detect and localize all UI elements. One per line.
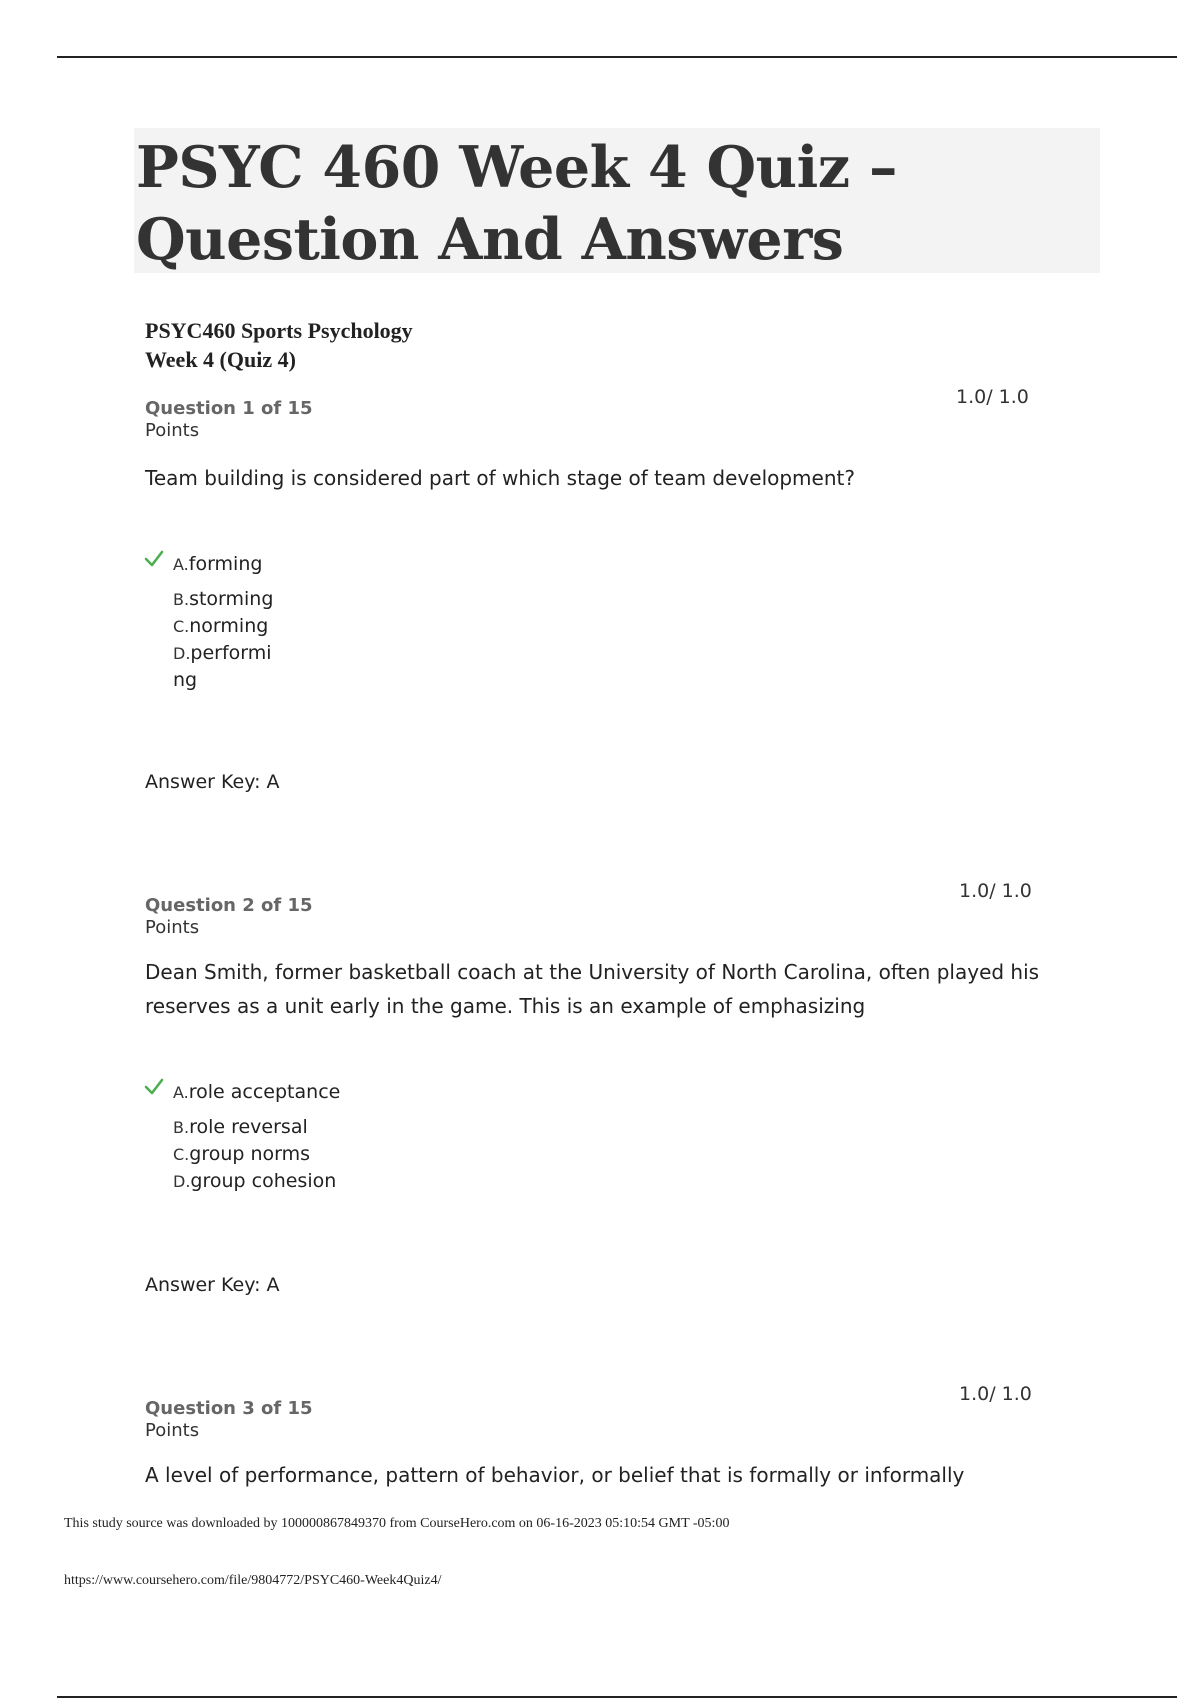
option-d: D.performi ng — [173, 642, 272, 691]
question-1-options — [173, 551, 273, 693]
bottom-rule — [57, 1696, 1177, 1698]
question-1-answer-key: Answer Key: A — [145, 771, 280, 793]
question-3-header — [145, 1398, 313, 1442]
question-2-text: Dean Smith, former basketball coach at the University of North Carolina, often played his reserves as a unit early in the game. This is an example of emphasizing — [145, 960, 1040, 1018]
question-1-score: 1.0/ 1.0 — [956, 386, 1029, 408]
question-number: Question 2 of 15 — [145, 895, 313, 916]
question-number: Question 1 of 15 — [145, 398, 313, 419]
option-b: B.role reversal — [173, 1116, 308, 1138]
question-2-options — [173, 1079, 340, 1195]
question-1-header — [145, 398, 313, 442]
points-label: Points — [145, 420, 200, 441]
question-3-score: 1.0/ 1.0 — [959, 1383, 1032, 1405]
question-2-answer-key: Answer Key: A — [145, 1274, 280, 1296]
check-icon — [143, 1076, 165, 1098]
course-name: PSYC460 Sports Psychology — [145, 318, 413, 343]
question-1-text: Team building is considered part of which stage of team development? — [145, 466, 855, 490]
page-title: PSYC 460 Week 4 Quiz – Question And Answers — [136, 134, 897, 273]
question-2-header — [145, 895, 313, 939]
option-a: A.forming — [173, 553, 263, 575]
check-icon — [143, 548, 165, 570]
points-label: Points — [145, 917, 200, 938]
question-number: Question 3 of 15 — [145, 1398, 313, 1419]
option-c: C.norming — [173, 615, 269, 637]
course-heading — [145, 316, 413, 374]
option-a: A.role acceptance — [173, 1081, 341, 1103]
points-label: Points — [145, 1420, 200, 1441]
option-b: B.storming — [173, 588, 274, 610]
option-c: C.group norms — [173, 1143, 311, 1165]
option-d: D.group cohesion — [173, 1170, 337, 1192]
source-url: https://www.coursehero.com/file/9804772/PSYC460-Week4Quiz4/ — [64, 1573, 442, 1588]
question-3-text: A level of performance, pattern of behavior, or belief that is formally or informally — [145, 1463, 965, 1487]
top-rule — [57, 56, 1177, 58]
question-2-score: 1.0/ 1.0 — [959, 880, 1032, 902]
download-notice: This study source was downloaded by 100000867849370 from CourseHero.com on 06-16-2023 05:10:54 GMT -05:00 — [64, 1516, 730, 1531]
quiz-name: Week 4 (Quiz 4) — [145, 347, 296, 372]
